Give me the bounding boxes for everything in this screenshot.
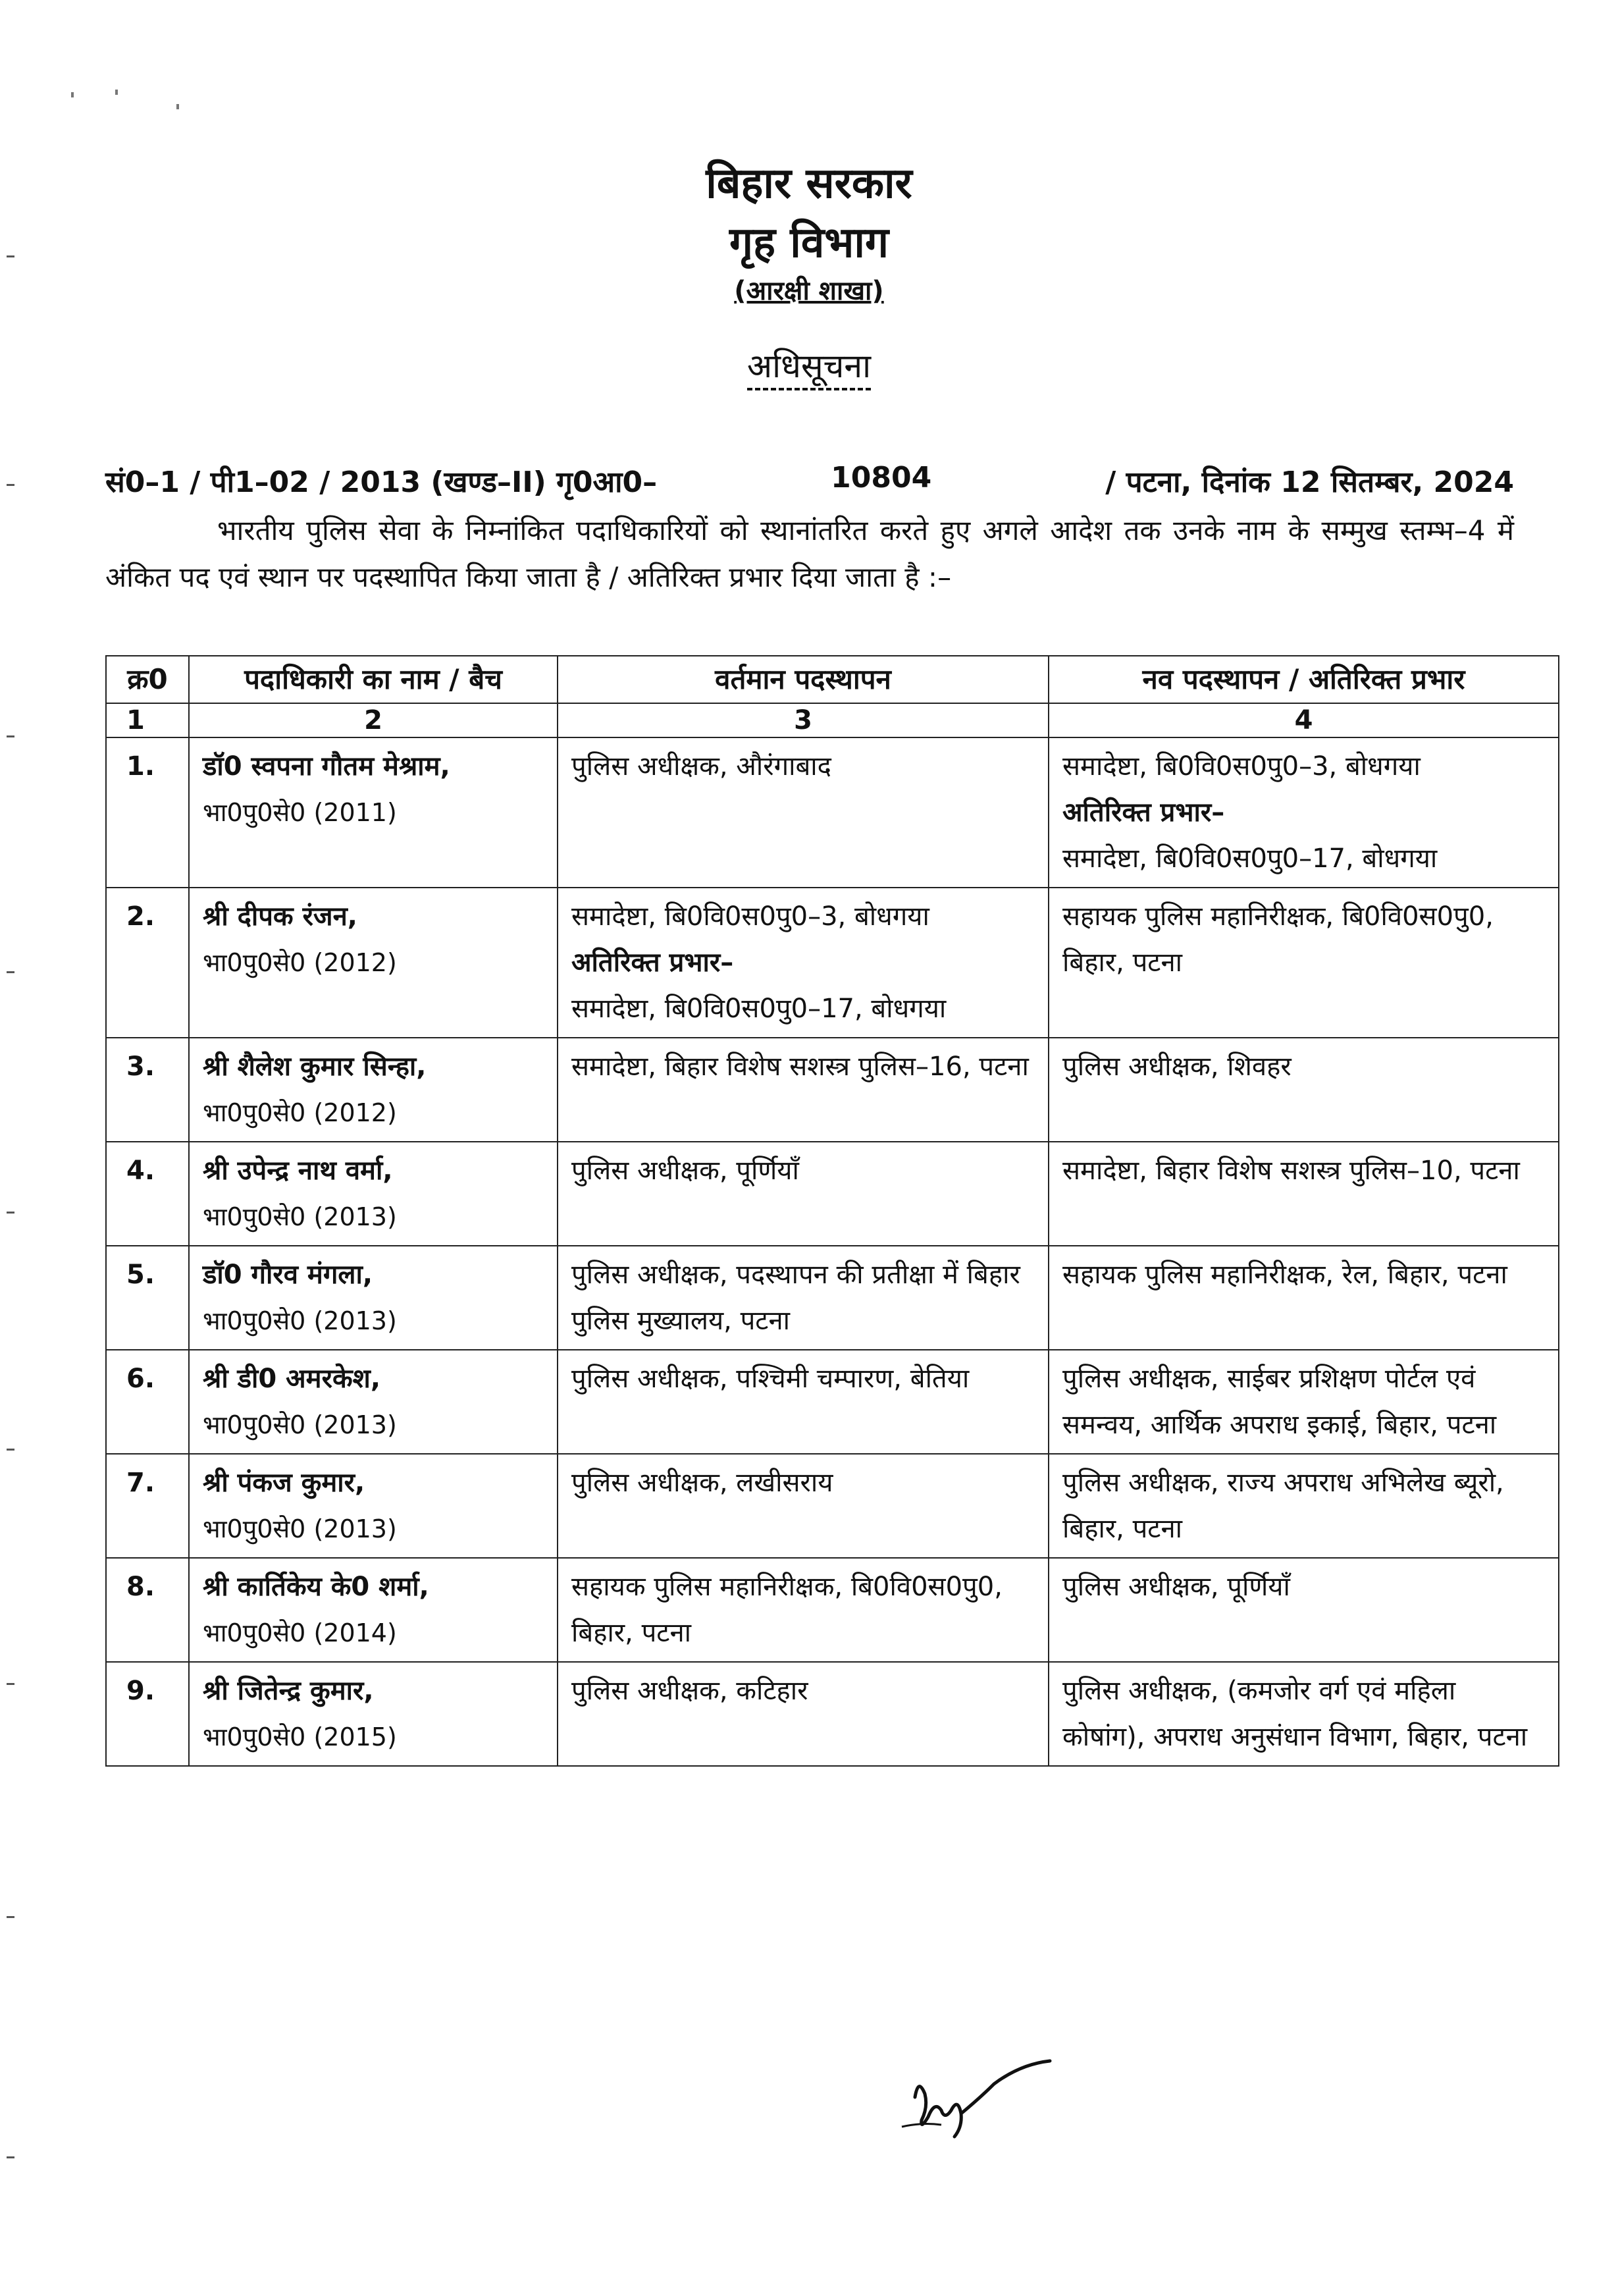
current-posting: सहायक पुलिस महानिरीक्षक, बि0वि0स0पु0, बिहार, पटना <box>571 1572 1003 1648</box>
new-posting: समादेष्टा, बि0वि0स0पु0–3, बोधगया <box>1062 751 1421 782</box>
table-row <box>106 888 1559 1038</box>
branch-label: (आरक्षी शाखा) <box>734 276 884 306</box>
serial-number: 6. <box>106 1350 189 1454</box>
new-posting-cell <box>1049 1662 1559 1766</box>
serial-number: 2. <box>106 888 189 1038</box>
officer-batch: भा0पु0से0 (2015) <box>203 1722 397 1751</box>
officer-name: डॉ0 स्वपना गौतम मेश्राम, <box>203 751 450 782</box>
current-posting: पुलिस अधीक्षक, लखीसराय <box>571 1468 833 1498</box>
current-posting: समादेष्टा, बिहार विशेष सशस्त्र पुलिस–16, पटना <box>571 1052 1029 1082</box>
new-posting: सहायक पुलिस महानिरीक्षक, रेल, बिहार, पटना <box>1062 1260 1507 1290</box>
new-posting: पुलिस अधीक्षक, राज्य अपराध अभिलेख ब्यूरो, बिहार, पटना <box>1062 1468 1504 1544</box>
table-row <box>106 1038 1559 1142</box>
column-number: 2 <box>189 703 558 737</box>
branch-title <box>0 271 1618 307</box>
current-posting-cell <box>558 888 1049 1038</box>
current-posting-cell <box>558 1038 1049 1142</box>
table-row <box>106 1142 1559 1246</box>
table-row <box>106 1662 1559 1766</box>
new-posting-cell <box>1049 1246 1559 1350</box>
new-posting: पुलिस अधीक्षक, साईबर प्रशिक्षण पोर्टल एवं समन्वय, आर्थिक अपराध इकाई, बिहार, पटना <box>1062 1364 1497 1440</box>
current-posting-cell <box>558 737 1049 888</box>
officer-batch: भा0पु0से0 (2012) <box>203 1098 397 1127</box>
column-number: 1 <box>106 703 189 737</box>
new-posting-cell <box>1049 1142 1559 1246</box>
memo-number: 10804 <box>831 461 932 494</box>
government-title: बिहार सरकार <box>706 159 912 208</box>
header-name-batch: पदाधिकारी का नाम / बैच <box>189 656 558 703</box>
officer-batch: भा0पु0से0 (2013) <box>203 1514 397 1543</box>
new-posting-cell <box>1049 1558 1559 1662</box>
officer-name: श्री दीपक रंजन, <box>203 901 358 932</box>
serial-number: 5. <box>106 1246 189 1350</box>
new-posting-cell <box>1049 888 1559 1038</box>
current-additional-charge: समादेष्टा, बि0वि0स0पु0–17, बोधगया <box>571 994 947 1024</box>
serial-number: 3. <box>106 1038 189 1142</box>
table-row <box>106 1454 1559 1558</box>
officer-cell <box>189 1350 558 1454</box>
new-posting: सहायक पुलिस महानिरीक्षक, बि0वि0स0पु0, बिहार, पटना <box>1062 901 1494 978</box>
new-posting-cell <box>1049 1454 1559 1558</box>
current-posting-cell <box>558 1454 1049 1558</box>
reference-line <box>105 461 1514 500</box>
current-posting-cell <box>558 1246 1049 1350</box>
current-posting: पुलिस अधीक्षक, पश्चिमी चम्पारण, बेतिया <box>571 1364 970 1394</box>
additional-charge-label: अतिरिक्त प्रभार– <box>1062 797 1225 828</box>
serial-number: 1. <box>106 737 189 888</box>
header-current-posting: वर्तमान पदस्थापन <box>558 656 1049 703</box>
officer-batch: भा0पु0से0 (2012) <box>203 948 397 977</box>
column-number: 4 <box>1049 703 1559 737</box>
officer-cell <box>189 888 558 1038</box>
officer-cell <box>189 1142 558 1246</box>
officer-cell <box>189 1246 558 1350</box>
officer-name: श्री उपेन्द्र नाथ वर्मा, <box>203 1156 393 1186</box>
column-number-row <box>106 703 1559 737</box>
signature-mark <box>889 2058 1060 2150</box>
new-additional-charge: समादेष्टा, बि0वि0स0पु0–17, बोधगया <box>1062 843 1438 874</box>
current-posting: पुलिस अधीक्षक, पदस्थापन की प्रतीक्षा में बिहार पुलिस मुख्यालय, पटना <box>571 1260 1020 1336</box>
current-posting: पुलिस अधीक्षक, कटिहार <box>571 1676 808 1706</box>
officer-cell <box>189 1558 558 1662</box>
officer-name: श्री शैलेश कुमार सिन्हा, <box>203 1052 427 1082</box>
table-row <box>106 1246 1559 1350</box>
serial-number: 4. <box>106 1142 189 1246</box>
officer-cell <box>189 1454 558 1558</box>
serial-number: 9. <box>106 1662 189 1766</box>
department-title: गृह विभाग <box>729 219 889 267</box>
new-posting: समादेष्टा, बिहार विशेष सशस्त्र पुलिस–10, पटना <box>1062 1156 1520 1186</box>
postings-table <box>105 655 1559 1767</box>
current-posting-cell <box>558 1662 1049 1766</box>
intro-paragraph: भारतीय पुलिस सेवा के निम्नांकित पदाधिकारियों को स्थानांतरित करते हुए अगले आदेश तक उनके नाम के सम्मुख स्तम्भ–4 में अंकित पद एवं स्थान पर पदस्थापित किया जाता है / अतिरिक्त प्रभार दिया जाता है :– <box>105 514 1514 593</box>
officer-cell <box>189 1662 558 1766</box>
officer-batch: भा0पु0से0 (2014) <box>203 1618 397 1647</box>
new-posting: पुलिस अधीक्षक, (कमजोर वर्ग एवं महिला कोषांग), अपराध अनुसंधान विभाग, बिहार, पटना <box>1062 1676 1528 1752</box>
officer-batch: भा0पु0से0 (2011) <box>203 798 397 827</box>
reference-number: सं0–1 / पी1–02 / 2013 (खण्ड–II) गृ0आ0– <box>105 466 658 499</box>
current-posting: पुलिस अधीक्षक, औरंगाबाद <box>571 751 831 782</box>
header-new-posting: नव पदस्थापन / अतिरिक्त प्रभार <box>1049 656 1559 703</box>
officer-batch: भा0पु0से0 (2013) <box>203 1306 397 1335</box>
officer-batch: भा0पु0से0 (2013) <box>203 1202 397 1231</box>
current-posting: पुलिस अधीक्षक, पूर्णियाँ <box>571 1156 799 1186</box>
notification-label: अधिसूचना <box>747 347 871 390</box>
new-posting: पुलिस अधीक्षक, शिवहर <box>1062 1052 1292 1082</box>
place-date: / पटना, दिनांक 12 सितम्बर, 2024 <box>1105 466 1514 499</box>
new-posting: पुलिस अधीक्षक, पूर्णियाँ <box>1062 1572 1290 1602</box>
officer-name: श्री डी0 अमरकेश, <box>203 1364 381 1394</box>
current-posting-cell <box>558 1142 1049 1246</box>
column-number: 3 <box>558 703 1049 737</box>
officer-cell <box>189 1038 558 1142</box>
table-row <box>106 1558 1559 1662</box>
serial-number: 7. <box>106 1454 189 1558</box>
officer-name: श्री जितेन्द्र कुमार, <box>203 1676 374 1706</box>
officer-batch: भा0पु0से0 (2013) <box>203 1410 397 1439</box>
additional-charge-label: अतिरिक्त प्रभार– <box>571 948 734 978</box>
table-row <box>106 1350 1559 1454</box>
new-posting-cell <box>1049 737 1559 888</box>
officer-name: श्री पंकज कुमार, <box>203 1468 365 1498</box>
new-posting-cell <box>1049 1038 1559 1142</box>
table-header-row <box>106 656 1559 703</box>
officer-name: डॉ0 गौरव मंगला, <box>203 1260 373 1290</box>
current-posting-cell <box>558 1558 1049 1662</box>
current-posting: समादेष्टा, बि0वि0स0पु0–3, बोधगया <box>571 901 929 932</box>
table-row <box>106 737 1559 888</box>
officer-name: श्री कार्तिकेय के0 शर्मा, <box>203 1572 429 1602</box>
notification-title <box>0 342 1618 387</box>
serial-number: 8. <box>106 1558 189 1662</box>
officer-cell <box>189 737 558 888</box>
new-posting-cell <box>1049 1350 1559 1454</box>
current-posting-cell <box>558 1350 1049 1454</box>
header-serial: क्र0 <box>106 656 189 703</box>
